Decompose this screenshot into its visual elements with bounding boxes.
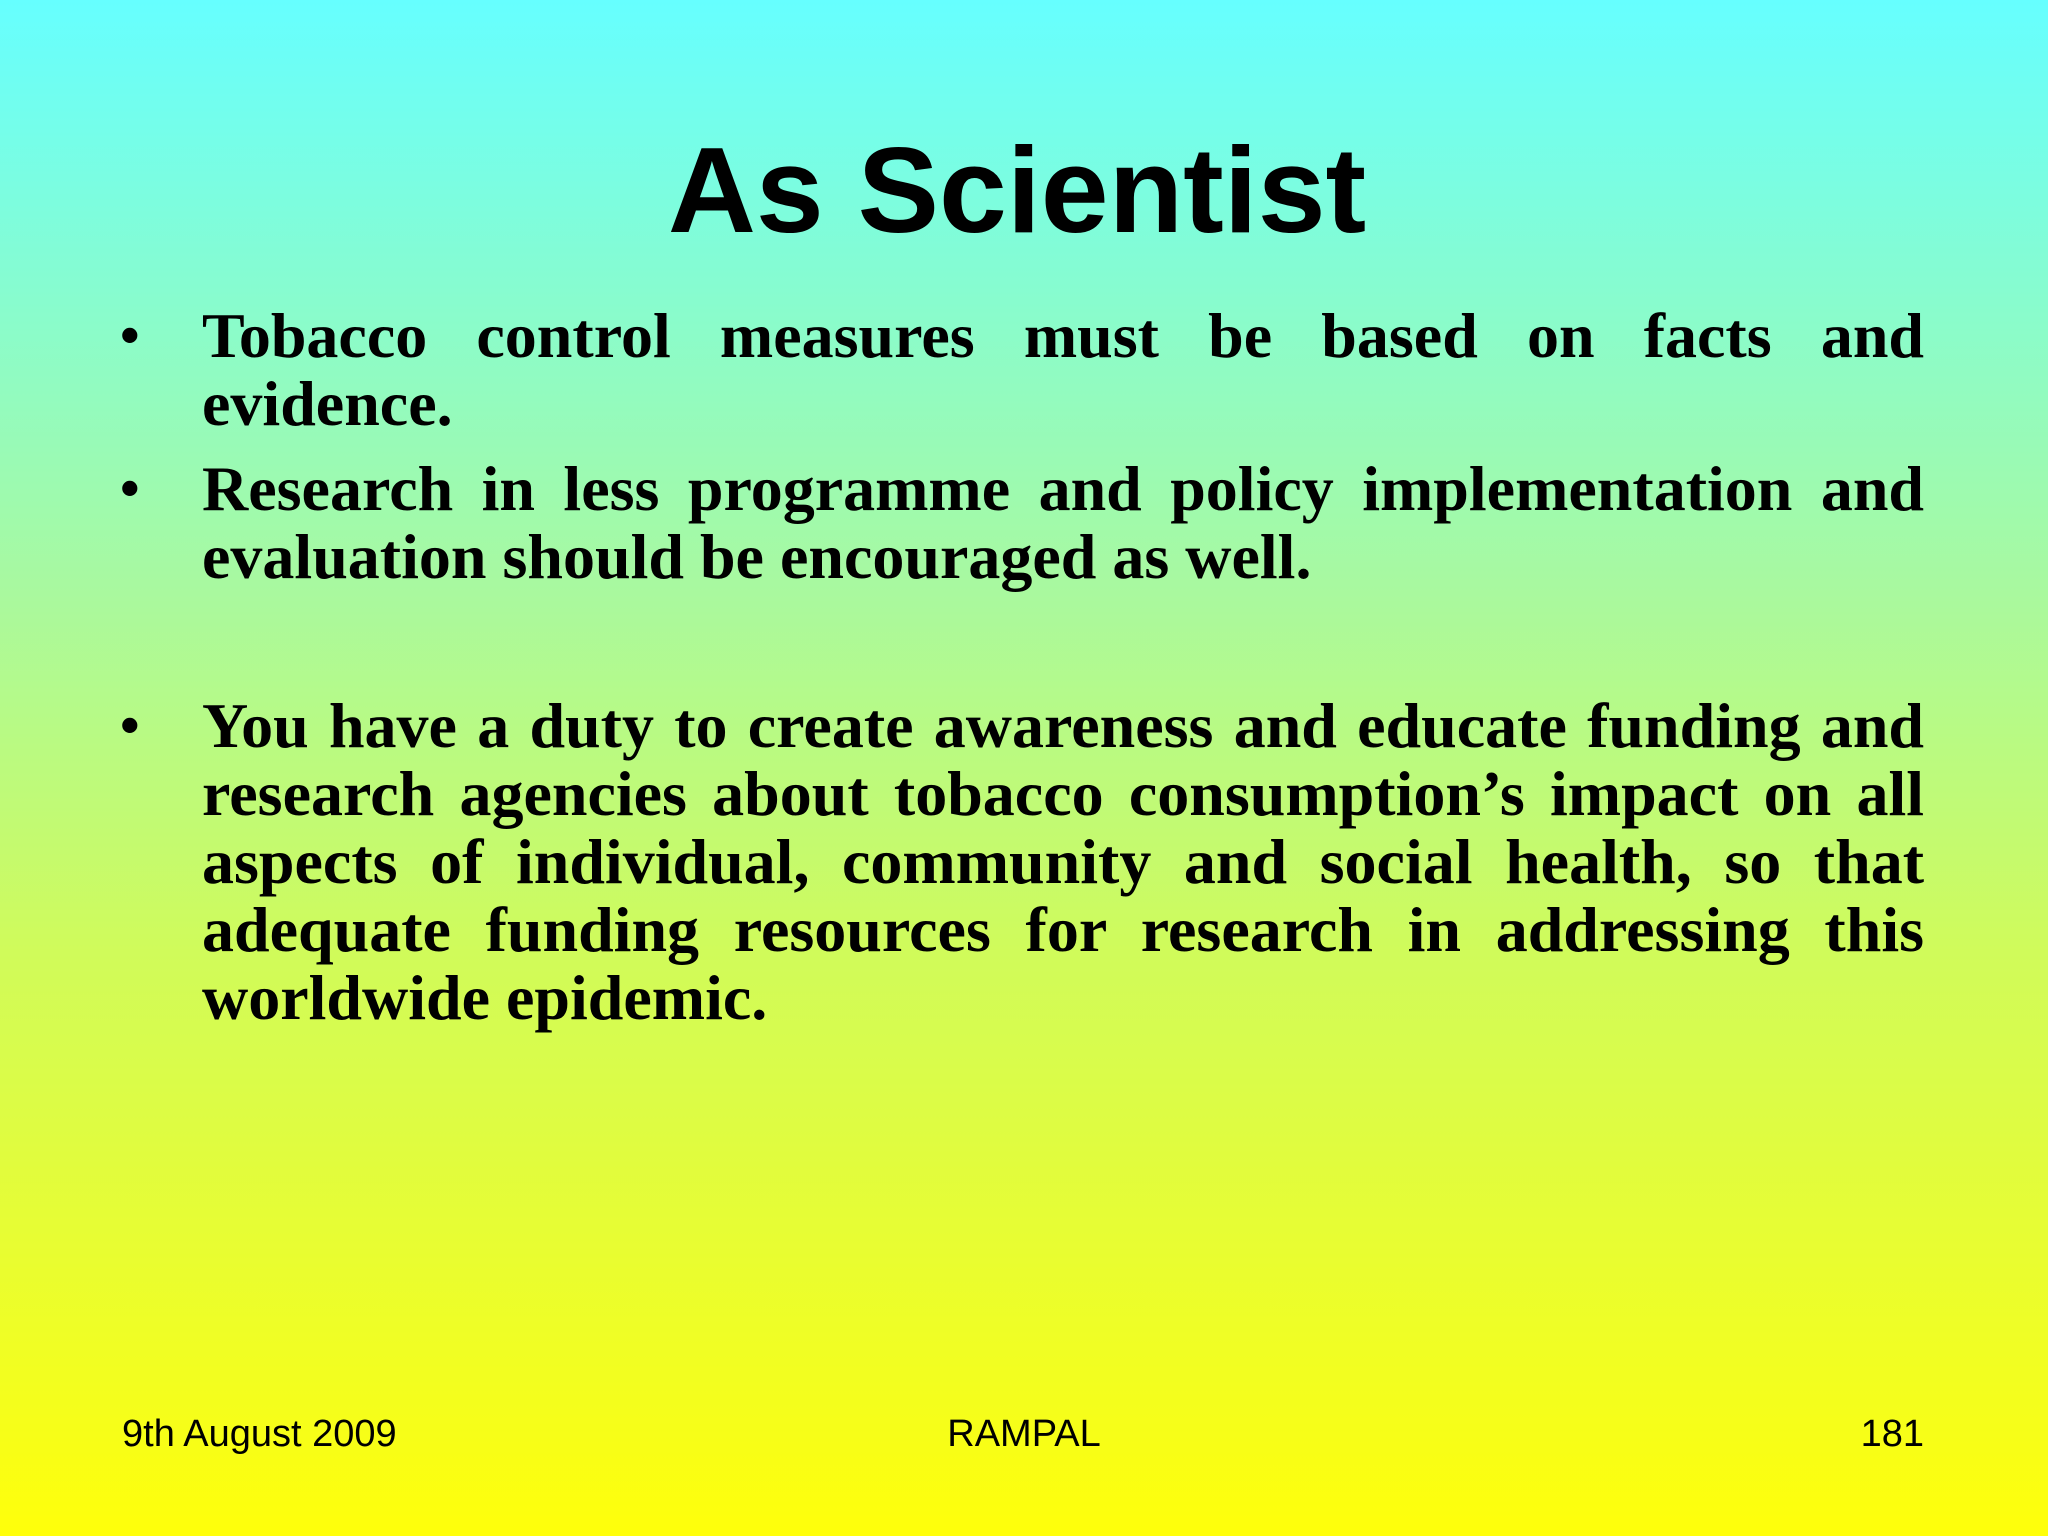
bullet-item <box>120 692 1924 1032</box>
bullet-item <box>120 455 1924 591</box>
bullet-item <box>120 302 1924 438</box>
bullet-icon: • <box>120 305 140 367</box>
slide-title: As Scientist <box>667 122 1367 258</box>
bullet-icon: • <box>120 695 140 757</box>
footer-page-number: 181 <box>1860 1413 1924 1455</box>
bullet-text: Research in less programme and policy implementation and evaluation should be encouraged as well. <box>202 453 1924 592</box>
bullet-list <box>120 302 1924 1032</box>
bullet-icon: • <box>120 458 140 520</box>
footer-author: RAMPAL <box>947 1413 1101 1455</box>
bullet-text: You have a duty to create awareness and educate funding and research agencies about tobacco consumption’s impact on all aspects of individual, community and social health, so that adequate funding resources for research in addressing this worldwide epidemic. <box>202 690 1924 1033</box>
bullet-text: Tobacco control measures must be based on facts and evidence. <box>202 300 1924 439</box>
footer-date: 9th August 2009 <box>122 1413 397 1455</box>
